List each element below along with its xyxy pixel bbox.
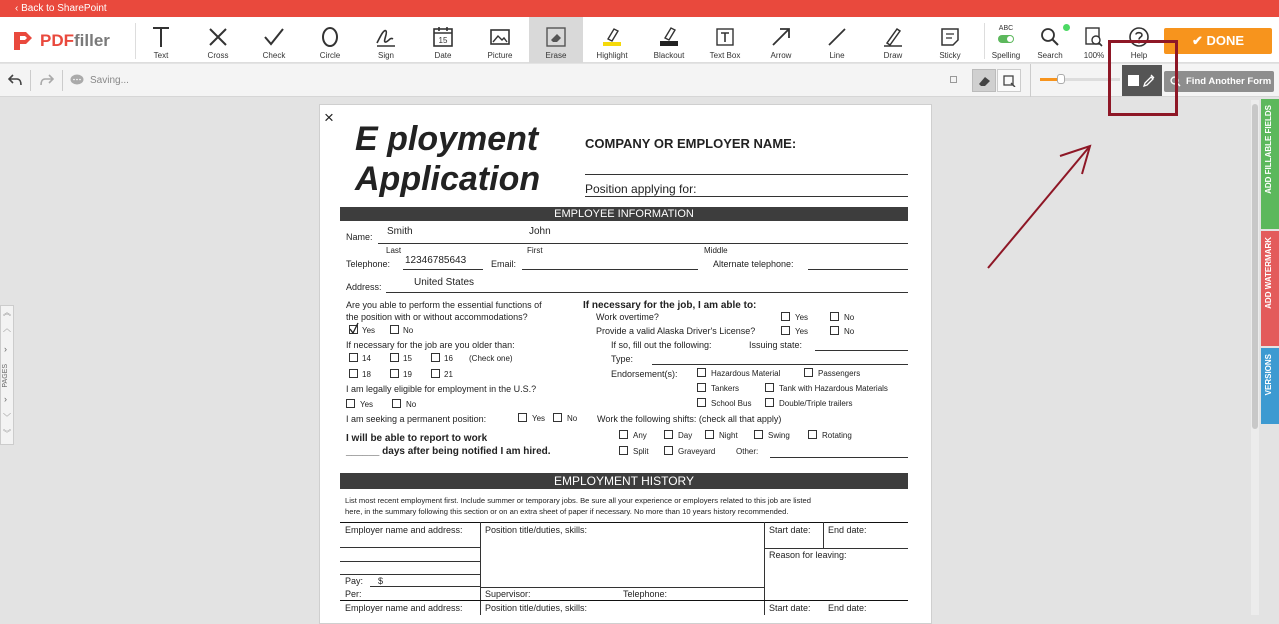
reason-label: Reason for leaving: xyxy=(769,550,847,560)
yes-label: Yes xyxy=(360,400,374,409)
older-question: If necessary for the job are you older than: xyxy=(346,340,515,350)
age-14-label: 14 xyxy=(362,354,371,363)
secondary-toolbar xyxy=(0,64,1279,97)
tool-text-label: Text xyxy=(153,51,169,60)
shift-split-checkbox[interactable] xyxy=(619,446,628,455)
pay-line[interactable] xyxy=(370,586,480,587)
main-toolbar xyxy=(0,17,1279,63)
blackout-icon xyxy=(657,25,681,49)
position-field-line[interactable] xyxy=(585,196,908,197)
add-fillable-fields-label: ADD FILLABLE FIELDS xyxy=(1264,105,1273,194)
tool-cross-label: Cross xyxy=(207,51,229,60)
issuing-state-line[interactable] xyxy=(815,350,908,351)
address-value[interactable]: United States xyxy=(414,277,475,288)
endorsement-tankers-checkbox[interactable] xyxy=(697,383,706,392)
chevron-up-icon[interactable]: ︿ xyxy=(3,324,11,333)
yes-label: Yes xyxy=(795,313,809,322)
tool-date-label: Date xyxy=(434,51,452,60)
calendar-number: 15 xyxy=(438,36,448,45)
shift-graveyard-label: Graveyard xyxy=(678,447,716,456)
small-checkbox[interactable] xyxy=(950,76,957,83)
top-bar xyxy=(0,0,1279,17)
search-icon xyxy=(1038,25,1062,49)
table-row-border xyxy=(340,600,908,601)
line-icon xyxy=(825,25,849,49)
textbox-icon xyxy=(713,25,737,49)
tool-check-label: Check xyxy=(262,51,286,60)
text-icon xyxy=(149,25,173,49)
age-21-checkbox[interactable] xyxy=(431,369,440,378)
employer-line[interactable] xyxy=(340,574,480,575)
no-label: No xyxy=(406,400,417,409)
tool-textbox-label: Text Box xyxy=(709,51,741,60)
license-no-checkbox[interactable] xyxy=(830,326,839,335)
no-label: No xyxy=(403,326,414,335)
tool-arrow-label: Arrow xyxy=(770,51,792,60)
if-so-text: If so, fill out the following: xyxy=(611,340,712,350)
form-title-line1: E ployment xyxy=(355,120,539,158)
essential-question-line2: the position with or without accommodations? xyxy=(346,312,528,322)
saving-status: Saving... xyxy=(90,75,129,86)
shift-other-line[interactable] xyxy=(770,457,908,458)
pages-label: PAGES xyxy=(2,364,9,388)
table-column-divider xyxy=(764,522,765,615)
employer-label: Employer name and address: xyxy=(345,525,463,535)
tool-highlight[interactable] xyxy=(584,17,640,63)
check-one-note: (Check one) xyxy=(469,354,513,363)
tool-line-label: Line xyxy=(829,51,845,60)
chevron-right-icon[interactable]: › xyxy=(4,344,7,354)
last-name-value[interactable]: Smith xyxy=(387,226,413,237)
eligible-question: I am legally eligible for employment in the U.S.? xyxy=(346,384,537,394)
endorsement-double-triple-label: Double/Triple trailers xyxy=(779,399,853,408)
back-label: Back to SharePoint xyxy=(21,3,107,14)
essential-yes-checkbox[interactable] xyxy=(349,325,358,334)
email-label: Email: xyxy=(491,259,517,269)
tool-line[interactable] xyxy=(809,17,865,63)
endorsement-hazmat-checkbox[interactable] xyxy=(697,368,706,377)
tool-text[interactable] xyxy=(133,17,189,63)
type-label: Type: xyxy=(611,354,634,364)
essential-no-checkbox[interactable] xyxy=(390,325,399,334)
age-14-checkbox[interactable] xyxy=(349,353,358,362)
overtime-question: Work overtime? xyxy=(596,312,659,322)
divider xyxy=(30,70,31,91)
spelling-switch[interactable] xyxy=(998,35,1014,43)
shift-any-checkbox[interactable] xyxy=(619,430,628,439)
tool-highlight-label: Highlight xyxy=(596,51,628,60)
name-field-line xyxy=(378,243,908,244)
address-label: Address: xyxy=(346,282,382,292)
undo-icon[interactable] xyxy=(8,74,22,86)
endorsement-school-bus-checkbox[interactable] xyxy=(697,398,706,407)
tool-circle[interactable] xyxy=(302,17,358,63)
circle-icon xyxy=(318,25,342,49)
add-fillable-fields-tab[interactable] xyxy=(1261,99,1279,229)
tool-picture-label: Picture xyxy=(487,51,513,60)
tool-date[interactable] xyxy=(415,17,471,63)
find-another-form-button[interactable] xyxy=(1164,71,1274,92)
permanent-question: I am seeking a permanent position: xyxy=(346,414,487,424)
position-label: Position applying for: xyxy=(585,182,697,196)
tool-erase[interactable] xyxy=(529,17,583,63)
position-duties-label: Position title/duties, skills: xyxy=(485,525,588,535)
shift-swing-checkbox[interactable] xyxy=(754,430,763,439)
shift-rotating-label: Rotating xyxy=(822,431,852,440)
tool-sign[interactable] xyxy=(358,17,414,63)
pen-icon xyxy=(881,25,905,49)
employee-info-header: EMPLOYEE INFORMATION xyxy=(340,207,908,221)
comment-icon xyxy=(70,74,84,86)
permanent-no-checkbox[interactable] xyxy=(553,413,562,422)
employer-label: Employer name and address: xyxy=(345,603,463,613)
versions-tab[interactable] xyxy=(1261,348,1279,424)
tool-sticky-label: Sticky xyxy=(939,51,961,60)
expand-up-icon[interactable]: ︽ xyxy=(3,308,11,317)
pages-panel[interactable] xyxy=(0,305,14,445)
shift-swing-label: Swing xyxy=(768,431,790,440)
eligible-yes-checkbox[interactable] xyxy=(346,399,355,408)
redo-icon[interactable] xyxy=(40,74,54,86)
middle-label: Middle xyxy=(704,246,728,255)
end-date-label: End date: xyxy=(828,525,867,535)
position-duties-label: Position title/duties, skills: xyxy=(485,603,588,613)
done-label: DONE xyxy=(1206,33,1245,48)
pay-dollar-sign: $ xyxy=(378,576,384,586)
chevron-down-icon[interactable]: ﹀ xyxy=(3,413,11,422)
tool-erase-label: Erase xyxy=(545,51,567,60)
alt-telephone-line[interactable] xyxy=(808,269,908,270)
tool-draw-label: Draw xyxy=(883,51,903,60)
tool-sticky[interactable] xyxy=(922,17,978,63)
eraser-icon xyxy=(544,25,568,49)
tool-arrow[interactable] xyxy=(753,17,809,63)
endorsement-hazmat-label: Hazardous Material xyxy=(711,369,781,378)
expand-down-icon[interactable]: ︾ xyxy=(3,429,11,438)
logo-pdf-text: PDF xyxy=(40,31,74,50)
endorsements-label: Endorsement(s): xyxy=(611,369,678,379)
employment-history-header: EMPLOYMENT HISTORY xyxy=(340,473,908,489)
eraser-mode-button[interactable] xyxy=(972,69,996,92)
employer-line[interactable] xyxy=(340,547,480,548)
signature-icon xyxy=(374,25,398,49)
area-erase-icon xyxy=(1003,75,1016,87)
tool-blackout[interactable] xyxy=(641,17,697,63)
age-19-checkbox[interactable] xyxy=(390,369,399,378)
add-watermark-tab[interactable] xyxy=(1261,231,1279,346)
endorsement-tank-hazmat-label: Tank with Hazardous Materials xyxy=(779,384,888,393)
address-field-line xyxy=(386,292,908,293)
tool-blackout-label: Blackout xyxy=(653,51,685,60)
no-label: No xyxy=(844,313,855,322)
endorsement-tank-hazmat-checkbox[interactable] xyxy=(765,383,774,392)
age-18-label: 18 xyxy=(362,370,371,379)
overtime-no-checkbox[interactable] xyxy=(830,312,839,321)
age-18-checkbox[interactable] xyxy=(349,369,358,378)
first-label: First xyxy=(527,246,543,255)
tool-textbox[interactable] xyxy=(697,17,753,63)
vertical-scrollbar[interactable] xyxy=(1251,100,1259,615)
last-label: Last xyxy=(386,246,402,255)
start-date-label: Start date: xyxy=(769,603,811,613)
email-field-line[interactable] xyxy=(522,269,698,270)
picture-icon xyxy=(488,25,512,49)
zoom-label: 100% xyxy=(1083,51,1105,60)
alt-telephone-label: Alternate telephone: xyxy=(713,259,794,269)
back-to-sharepoint-link[interactable]: ‹ Back to SharePoint xyxy=(15,3,107,14)
per-label: Per: xyxy=(345,589,362,599)
age-19-label: 19 xyxy=(403,370,412,379)
done-button[interactable] xyxy=(1164,28,1272,54)
overtime-yes-checkbox[interactable] xyxy=(781,312,790,321)
shift-night-checkbox[interactable] xyxy=(705,430,714,439)
license-question: Provide a valid Alaska Driver's License? xyxy=(596,326,756,336)
shift-night-label: Night xyxy=(719,431,738,440)
shift-day-label: Day xyxy=(678,431,693,440)
form-title-line2: Application xyxy=(355,160,541,198)
shift-day-checkbox[interactable] xyxy=(664,430,673,439)
annotation-arrow xyxy=(980,138,1100,273)
report-text-line2: ______ days after being notified I am hired. xyxy=(346,446,551,457)
table-row-divider xyxy=(764,548,908,549)
logo-filler-text: filler xyxy=(74,31,110,50)
done-check-icon: ✔ xyxy=(1191,33,1207,48)
shift-split-label: Split xyxy=(633,447,649,456)
zoom-icon xyxy=(1082,25,1106,49)
check-icon xyxy=(262,25,286,49)
divider xyxy=(62,70,63,91)
issuing-state-label: Issuing state: xyxy=(749,340,803,350)
add-watermark-label: ADD WATERMARK xyxy=(1264,237,1273,309)
pay-label: Pay: xyxy=(345,576,364,586)
age-16-checkbox[interactable] xyxy=(431,353,440,362)
arrow-icon xyxy=(769,25,793,49)
age-16-label: 16 xyxy=(444,354,453,363)
table-column-divider xyxy=(480,522,481,615)
divider xyxy=(1030,64,1031,97)
endorsement-tankers-label: Tankers xyxy=(711,384,740,393)
scrollbar-thumb[interactable] xyxy=(1252,104,1258,429)
essential-question-line1: Are you able to perform the essential functions of xyxy=(346,300,542,310)
supervisor-divider xyxy=(480,587,764,588)
eligible-no-checkbox[interactable] xyxy=(392,399,401,408)
name-label: Name: xyxy=(346,232,373,242)
tool-picture[interactable] xyxy=(472,17,528,63)
shifts-label: Work the following shifts: (check all that apply) xyxy=(597,414,782,424)
tool-draw[interactable] xyxy=(865,17,921,63)
endorsement-passengers-label: Passengers xyxy=(818,369,861,378)
highlighter-icon xyxy=(600,25,624,49)
history-note-line1: List most recent employment first. Include summer or temporary jobs. Be sure all your experience or employers related to this job are listed xyxy=(345,496,811,505)
no-label: No xyxy=(844,327,855,336)
start-date-label: Start date: xyxy=(769,525,811,535)
if-necessary-heading: If necessary for the job, I am able to: xyxy=(583,300,757,311)
yes-label: Yes xyxy=(532,414,546,423)
check-icon xyxy=(349,322,359,334)
help-label: Help xyxy=(1130,51,1148,60)
tool-circle-label: Circle xyxy=(319,51,341,60)
spelling-label: Spelling xyxy=(991,51,1021,60)
shift-other-label: Other: xyxy=(736,447,759,456)
calendar-icon xyxy=(431,25,455,49)
permanent-yes-checkbox[interactable] xyxy=(518,413,527,422)
company-field-line[interactable] xyxy=(585,174,908,175)
type-line[interactable] xyxy=(652,364,908,365)
tool-cross[interactable] xyxy=(190,17,246,63)
tool-check[interactable] xyxy=(246,17,302,63)
pdffiller-logo xyxy=(12,30,110,52)
chevron-right-icon[interactable]: › xyxy=(4,394,7,404)
yes-label: Yes xyxy=(795,327,809,336)
telephone-field-line xyxy=(403,269,483,270)
cross-icon xyxy=(206,25,230,49)
table-column-divider xyxy=(823,522,824,548)
supervisor-telephone-label: Telephone: xyxy=(623,589,668,599)
find-form-label: Find Another Form xyxy=(1186,76,1272,87)
endorsement-passengers-checkbox[interactable] xyxy=(804,368,813,377)
age-15-checkbox[interactable] xyxy=(390,353,399,362)
report-text-line1: I will be able to report to work xyxy=(346,433,488,444)
search-label: Search xyxy=(1037,51,1063,60)
shift-any-label: Any xyxy=(633,431,647,440)
first-name-value[interactable]: John xyxy=(529,226,551,237)
no-label: No xyxy=(567,414,578,423)
pdffiller-logo-icon xyxy=(12,30,36,52)
eraser-icon xyxy=(978,75,991,87)
company-label: COMPANY OR EMPLOYER NAME: xyxy=(585,136,797,151)
area-erase-button[interactable] xyxy=(997,69,1021,92)
telephone-value[interactable]: 12346785643 xyxy=(405,255,467,266)
shift-graveyard-checkbox[interactable] xyxy=(664,446,673,455)
endorsement-double-triple-checkbox[interactable] xyxy=(765,398,774,407)
age-21-label: 21 xyxy=(444,370,453,379)
versions-label: VERSIONS xyxy=(1264,354,1273,396)
annotation-highlight-box xyxy=(1108,40,1178,116)
end-date-label: End date: xyxy=(828,603,867,613)
sticky-note-icon xyxy=(938,25,962,49)
license-yes-checkbox[interactable] xyxy=(781,326,790,335)
close-icon[interactable]: × xyxy=(324,108,334,127)
endorsement-school-bus-label: School Bus xyxy=(711,399,752,408)
supervisor-label: Supervisor: xyxy=(485,589,531,599)
telephone-label: Telephone: xyxy=(346,259,391,269)
yes-label: Yes xyxy=(362,326,376,335)
tool-sign-label: Sign xyxy=(377,51,394,60)
shift-rotating-checkbox[interactable] xyxy=(808,430,817,439)
employer-line[interactable] xyxy=(340,561,480,562)
history-note-line2: here, in the summary following this section or on an extra sheet of paper if necessary. No more than 10 years history recommended. xyxy=(345,507,789,516)
age-15-label: 15 xyxy=(403,354,412,363)
spelling-abc-text: ABC xyxy=(998,25,1014,32)
